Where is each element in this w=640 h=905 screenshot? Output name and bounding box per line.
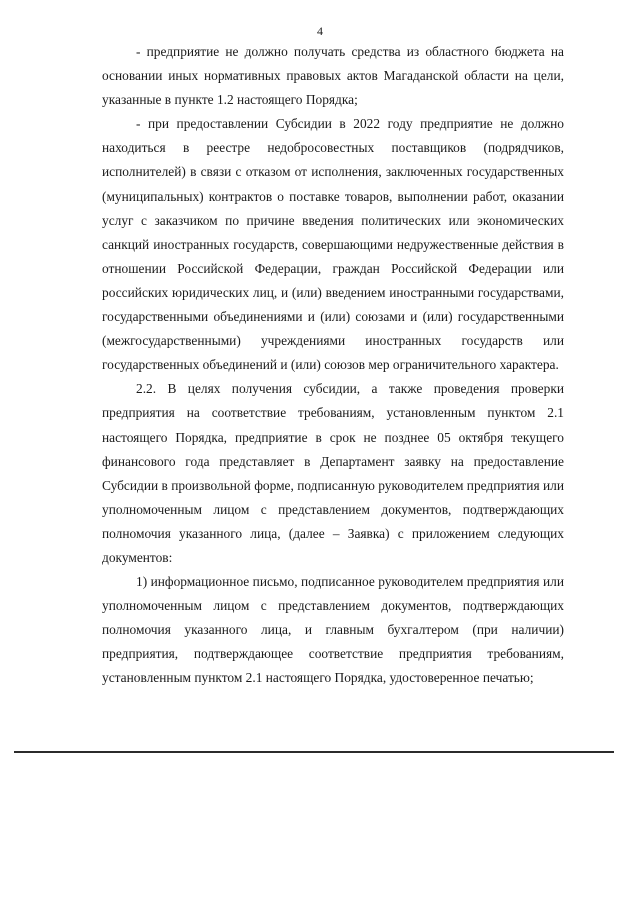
paragraph-budget-condition: - предприятие не должно получать средства из областного бюджета на основании иных нормативных правовых актов Магаданской области на цели, указанные в пункте 1.2 настоящего Порядка; (102, 44, 564, 108)
footer-divider (14, 751, 614, 753)
paragraph-application-requirements: 2.2. В целях получения субсидии, а также проведения проверки предприятия на соответствие требованиям, установленным пунктом 2.1 настоящего Порядка, предприятие в срок не позднее 05 октября текущего финансового года представляет в Департамент заявку на предоставление Субсидии в произвольной форме, подписанную руководителем предприятия или уполномоченным лицом с представлением документов, подтверждающих полномочия указанного лица, (далее – Заявка) с приложением следующих документов: (102, 381, 564, 565)
paragraph-information-letter: 1) информационное письмо, подписанное руководителем предприятия или уполномоченным лицом с представлением документов, подтверждающих полномочия указанного лица, и главным бухгалтером (при наличии) предприятия, подтверждающее соответствие предприятия требованиям, установленным пунктом 2.1 настоящего Порядка, удостоверенное печатью; (102, 574, 564, 686)
page-number: 4 (317, 24, 323, 38)
paragraph-registry-condition: - при предоставлении Субсидии в 2022 году предприятие не должно находиться в реестре недобросовестных поставщиков (подрядчиков, исполнителей) в связи с отказом от исполнения, заключенных государственных (муниципальных) контрактов о поставке товаров, выполнении работ, оказании услуг с заказчиком по причине введения политических или экономических санкций иностранных государств, совершающими недружественные действия в отношении Российской Федерации, граждан Российской Федерации или российских юридических лиц, и (или) введением иностранными государствами, государственными объединениями и (или) союзами и (или) государственными (межгосударственными) учреждениями иностранных государств или государственных объединений и (или) союзов мер ограничительного характера. (102, 116, 564, 373)
document-body (102, 40, 564, 691)
